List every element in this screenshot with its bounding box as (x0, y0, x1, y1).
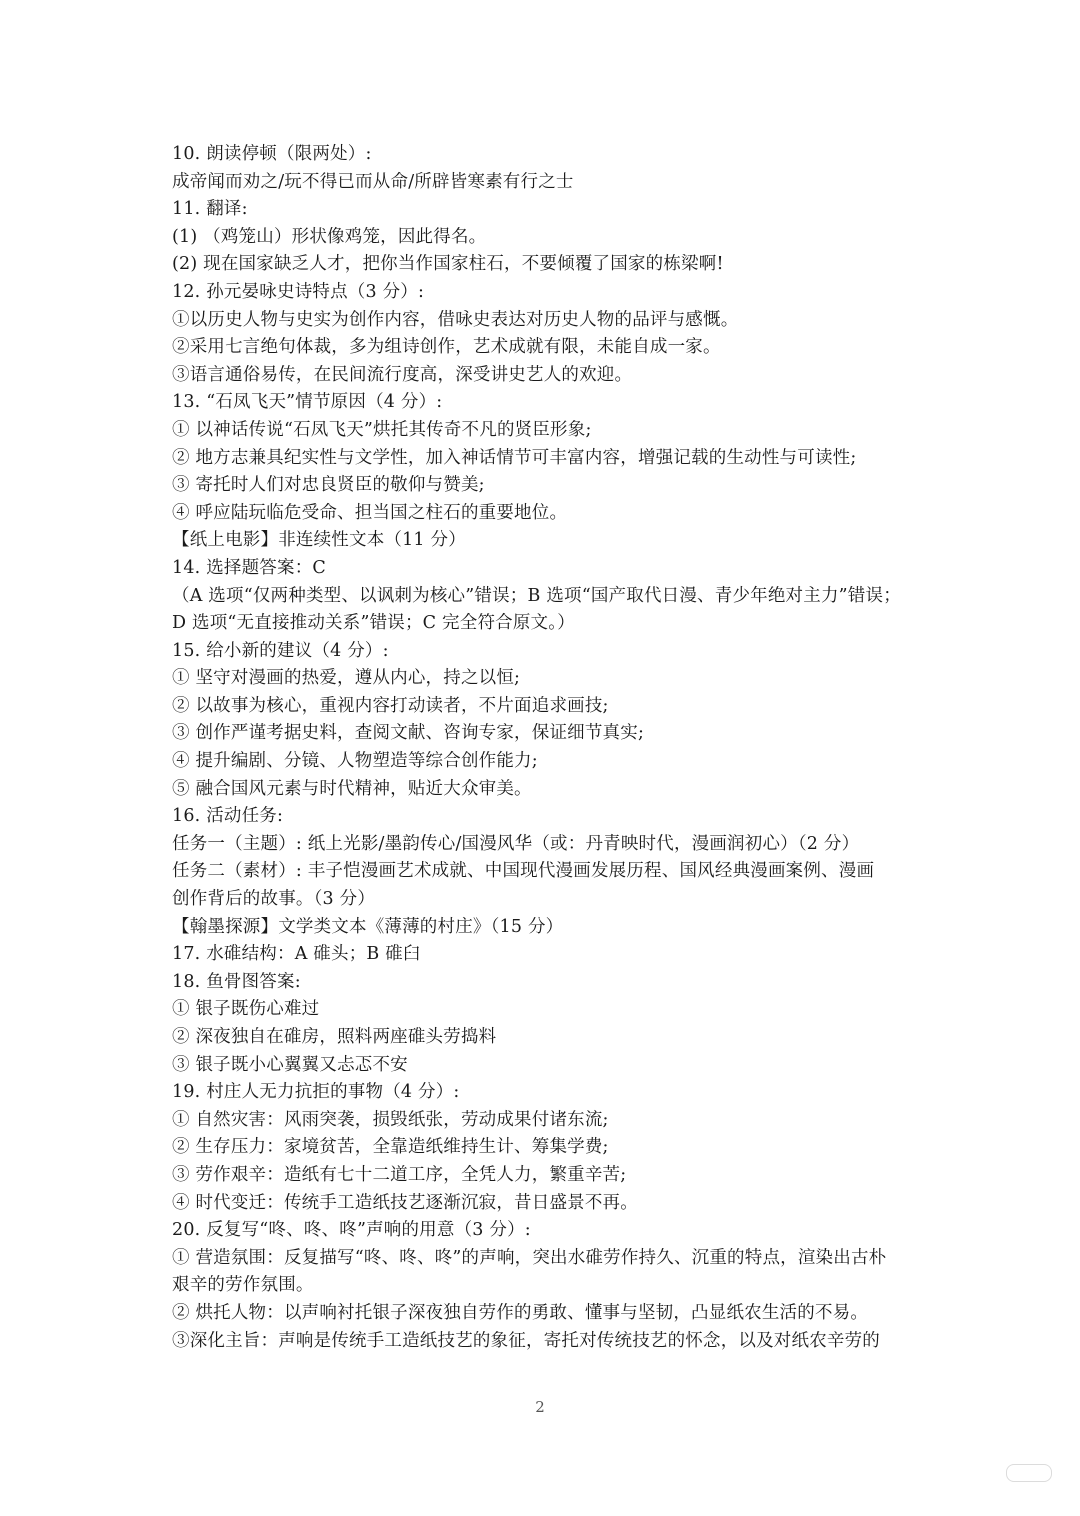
text-line: ①以历史人物与史实为创作内容，借咏史表达对历史人物的品评与感慨。 (172, 309, 739, 330)
text-line: 14. 选择题答案：C (172, 557, 326, 578)
text-line: 20. 反复写“咚、咚、咚”声响的用意（3 分）: (172, 1220, 531, 1241)
text-line: ③ 创作严谨考据史料，查阅文献、咨询专家，保证细节真实; (172, 723, 645, 744)
text-line: 19. 村庄人无力抗拒的事物（4 分）: (172, 1082, 460, 1103)
text-line: ② 生存压力：家境贫苦，全靠造纸维持生计、筹集学费; (172, 1137, 609, 1158)
text-line: 11. 翻译: (172, 199, 248, 220)
text-line: 任务一（主题）: 纸上光影/墨韵传心/国漫风华（或：丹青映时代，漫画润初心）（2 分） (172, 833, 860, 854)
text-line: 艰辛的劳作氛围。 (172, 1275, 314, 1296)
text-line: ③ 劳作艰辛：造纸有七十二道工序，全凭人力，繁重辛苦; (172, 1164, 627, 1185)
text-line: ④ 提升编剧、分镜、人物塑造等综合创作能力; (172, 751, 538, 772)
text-line: (2) 现在国家缺乏人才，把你当作国家柱石，不要倾覆了国家的栋梁啊! (172, 254, 724, 275)
text-line: （A 选项“仅两种类型、以讽刺为核心”错误；B 选项“国产取代日漫、青少年绝对主力”错误； (172, 585, 901, 606)
text-line: ④ 时代变迁：传统手工造纸技艺逐渐沉寂，昔日盛景不再。 (172, 1192, 638, 1213)
text-line: 【纸上电影】非连续性文本（11 分） (172, 530, 466, 551)
text-line: 【翰墨探源】文学类文本《薄薄的村庄》（15 分） (172, 916, 564, 937)
text-line: 18. 鱼骨图答案: (172, 971, 301, 992)
text-line: D 选项“无直接推动关系”错误；C 完全符合原文。） (172, 613, 575, 634)
text-line: 15. 给小新的建议（4 分）: (172, 640, 389, 661)
answer-sheet-page (172, 141, 917, 1355)
text-line: 17. 水碓结构：A 碓头；B 碓臼 (172, 944, 421, 965)
text-line: 16. 活动任务: (172, 806, 284, 827)
text-line: 创作背后的故事。（3 分） (172, 889, 376, 910)
text-line: ③语言通俗易传，在民间流行度高，深受讲史艺人的欢迎。 (172, 364, 633, 385)
text-line: ① 以神话传说“石凤飞天”烘托其传奇不凡的贤臣形象; (172, 419, 592, 440)
text-line: 13. “石凤飞天”情节原因（4 分）: (172, 392, 443, 413)
page-number: 2 (535, 1398, 545, 1416)
text-line: 任务二（素材）: 丰子恺漫画艺术成就、中国现代漫画发展历程、国风经典漫画案例、漫画 (172, 861, 875, 882)
text-line: ③ 银子既小心翼翼又忐忑不安 (172, 1054, 408, 1075)
text-line: 10. 朗读停顿（限两处）: (172, 144, 372, 164)
text-line: ① 坚守对漫画的热爱，遵从内心，持之以恒; (172, 668, 521, 689)
text-line: 成帝闻而劝之/玩不得已而从命/所辟皆寒素有行之士 (172, 171, 574, 192)
text-line: ③深化主旨：声响是传统手工造纸技艺的象征，寄托对传统技艺的怀念，以及对纸农辛劳的 (172, 1330, 880, 1351)
text-line: (1) （鸡笼山）形状像鸡笼，因此得名。 (172, 226, 487, 247)
text-line: ④ 呼应陆玩临危受命、担当国之柱石的重要地位。 (172, 502, 568, 523)
text-line: ① 自然灾害：风雨突袭，损毁纸张，劳动成果付诸东流; (172, 1109, 609, 1130)
text-line: ②采用七言绝句体裁，多为组诗创作，艺术成就有限，未能自成一家。 (172, 337, 721, 358)
text-line: ② 烘托人物：以声响衬托银子深夜独自劳作的勇敢、懂事与坚韧，凸显纸农生活的不易。 (172, 1302, 869, 1323)
text-line: ⑤ 融合国风元素与时代精神，贴近大众审美。 (172, 778, 532, 799)
text-line: 12. 孙元晏咏史诗特点（3 分）: (172, 281, 425, 302)
text-line: ① 营造氛围：反复描写“咚、咚、咚”的声响，突出水碓劳作持久、沉重的特点，渲染出古朴 (172, 1247, 887, 1268)
watermark (1006, 1464, 1052, 1490)
text-line: ② 地方志兼具纪实性与文学性，加入神话情节可丰富内容，增强记载的生动性与可读性; (172, 447, 857, 468)
text-line: ① 银子既伤心难过 (172, 999, 320, 1020)
text-line: ② 深夜独自在碓房，照料两座碓头劳捣料 (172, 1027, 497, 1047)
text-line: ③ 寄托时人们对忠良贤臣的敬仰与赞美; (172, 475, 485, 496)
text-line: ② 以故事为核心，重视内容打动读者，不片面追求画技; (172, 695, 609, 716)
watermark-logo-icon (1006, 1464, 1052, 1482)
